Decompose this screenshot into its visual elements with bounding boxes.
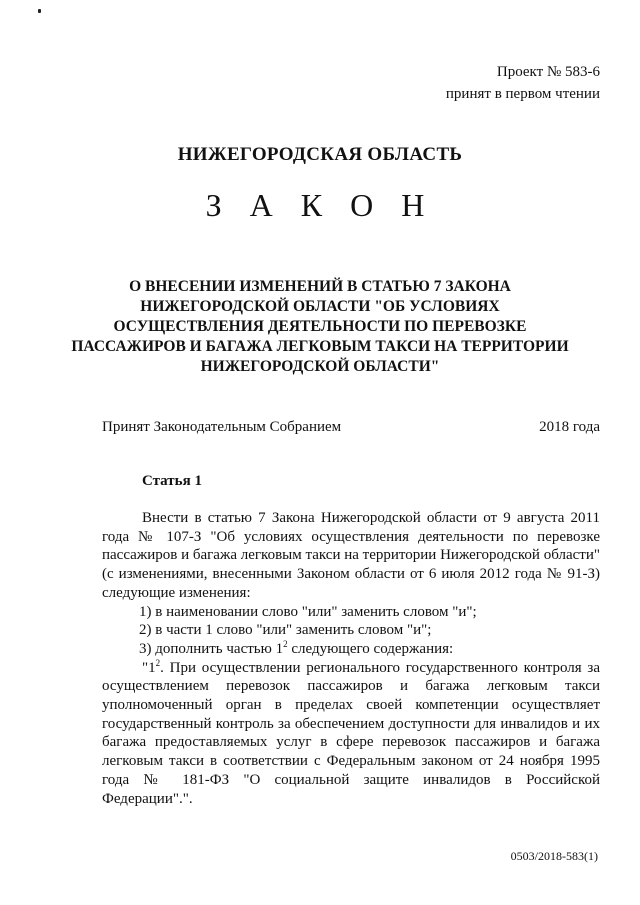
project-header: [446, 61, 600, 105]
new-part-number: "1: [142, 659, 156, 676]
project-number: Проект № 583-6: [496, 64, 600, 80]
adoption-date: 2018 года: [539, 419, 600, 435]
reading-status: принят в первом чтении: [445, 86, 600, 102]
article-item-3: [102, 640, 600, 659]
adoption-line: [102, 419, 600, 436]
scan-mark: [38, 9, 41, 13]
law-title-line: НИЖЕГОРОДСКОЙ ОБЛАСТИ": [200, 358, 440, 375]
law-title: [60, 277, 580, 377]
region-name: НИЖЕГОРОДСКАЯ ОБЛАСТЬ: [177, 144, 463, 165]
document-code: 0503/2018-583(1): [510, 849, 598, 863]
article-intro: Внести в статью 7 Закона Нижегородской области от 9 августа 2011 года № 107-З "Об условиях осуществления деятельности по перевозке пассажиров и багажа легковым такси на территории Нижегородской области" (с изменениями, внесенными Законом области от 6 июля 2012 года № 91-З) следующие изменения:: [102, 510, 600, 601]
new-part-body: . При осуществлении регионального государственного контроля за осуществлением перевозок пассажиров и багажа легковым такси уполномоченный орган в пределах своей компетенции осуществляет государственный контроль за обеспечением доступности для инвалидов и их багажа предоставляемых услуг в сфере перевозок пассажиров и багажа легковым такси в соответствии с Федеральным законом от 24 ноября 1995 года № 181-ФЗ "О социальной защите инвалидов в Российской Федерации".".: [102, 659, 600, 807]
article-heading: Статья 1: [142, 473, 202, 489]
article-item-2: 2) в части 1 слово "или" заменить словом "и";: [139, 622, 432, 639]
item-3-text-end: следующего содержания:: [287, 640, 454, 657]
new-part-text: [102, 659, 600, 809]
article-body: [102, 509, 600, 808]
law-title-line: ОСУЩЕСТВЛЕНИЯ ДЕЯТЕЛЬНОСТИ ПО ПЕРЕВОЗКЕ: [113, 318, 527, 335]
item-3-text: 3) дополнить частью 1: [139, 640, 284, 657]
article-item-1: 1) в наименовании слово "или" заменить словом "и";: [139, 603, 477, 620]
adoption-label: Принят Законодательным Собранием: [102, 419, 342, 435]
law-word: З А К О Н: [205, 187, 435, 223]
law-title-line: ПАССАЖИРОВ И БАГАЖА ЛЕГКОВЫМ ТАКСИ НА ТЕРРИТОРИИ: [71, 338, 569, 355]
law-title-line: НИЖЕГОРОДСКОЙ ОБЛАСТИ "ОБ УСЛОВИЯХ: [140, 298, 500, 315]
item-3-superscript: 2: [283, 638, 288, 649]
new-part-superscript: 2: [155, 657, 161, 668]
law-title-line: О ВНЕСЕНИИ ИЗМЕНЕНИЙ В СТАТЬЮ 7 ЗАКОНА: [129, 278, 511, 295]
